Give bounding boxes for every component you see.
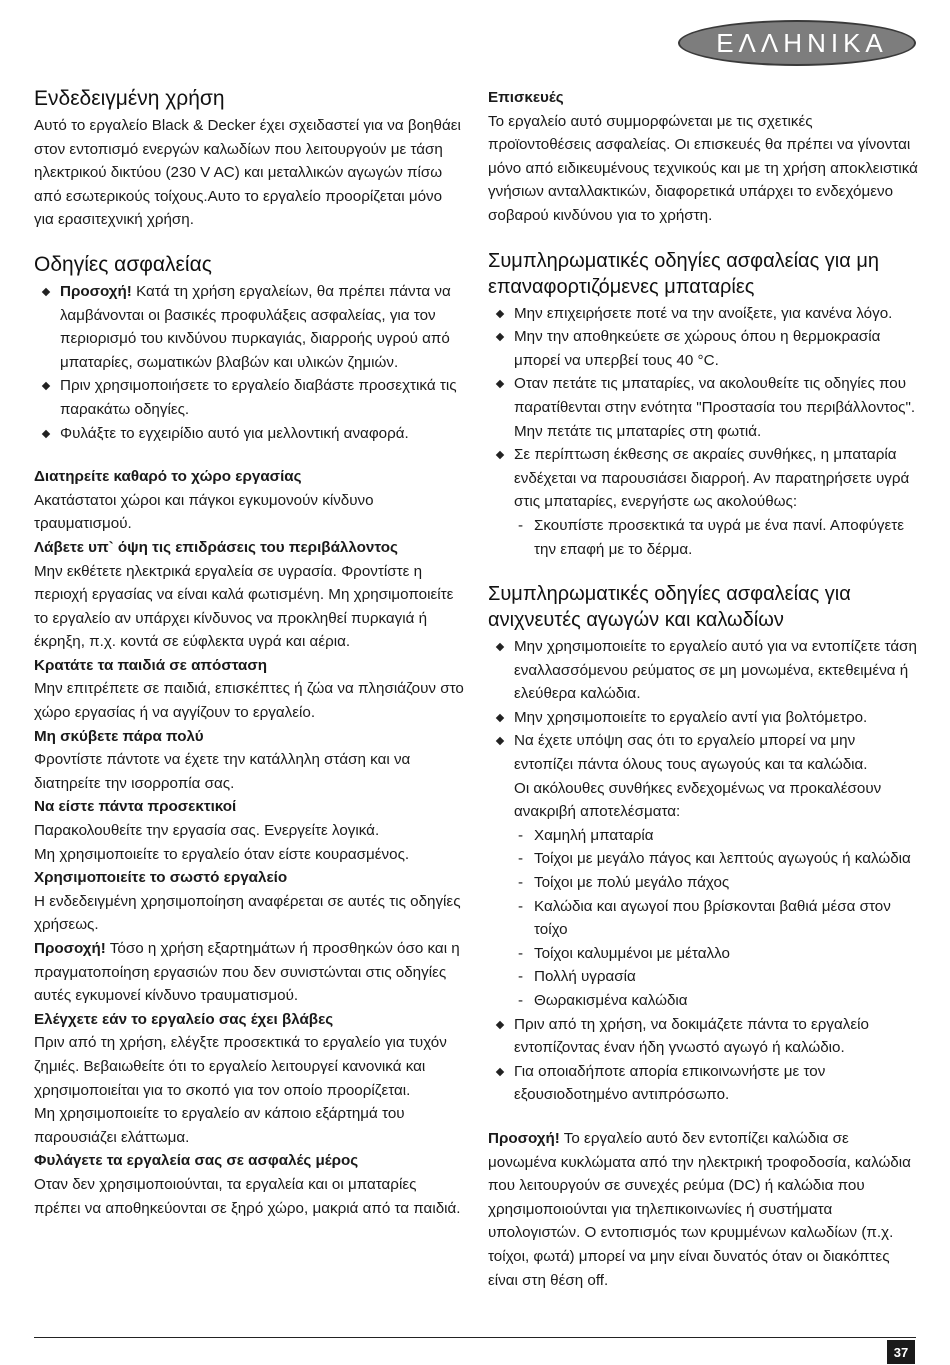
battery-list: [488, 302, 918, 562]
warning-label: Προσοχή!: [60, 282, 132, 300]
section-subheading: Φυλάγετε τα εργαλεία σας σε ασφαλές μέρος: [34, 1152, 359, 1170]
section-subheading: Να είστε πάντα προσεκτικοί: [34, 798, 237, 816]
safety-heading: Οδηγίες ασφαλείας: [34, 252, 212, 276]
footer-divider: [34, 1337, 916, 1338]
language-tab: ΕΛΛΗΝΙΚΑ: [678, 20, 916, 66]
intended-use-text: Αυτό το εργαλείο Black & Decker έχει σχειδαστεί για να βοηθάει στον εντοπισμό ενεργών καλωδίων που λειτουργούν με τάση ηλεκτρικού δικτύου (230 V AC) και μεταλλικών αγωγών πίσω από εσωτερικούς τοίχους.Αυτο το εργαλείο προορίζεται μόνο για ερασιτεχνική χρήση.: [34, 117, 461, 229]
warning-text: Το εργαλείο αυτό δεν εντοπίζει καλώδια σε μονωμένα κυκλώματα από την ηλεκτρική τροφοδοσία, καλώδια που λειτουργούν σε συνεχές ρεύμα (DC) ή καλώδια που χρησιμοποιούνται για τηλεπικοινωνίες ή συστήματα υπολογιστών. Ο εντοπισμός των κρυμμένων καλωδίων (π.χ. τοίχοι, φωτά) μπορεί να μην είναι δυνατός όταν οι διακόπτες είναι στη θέση off.: [488, 1129, 911, 1289]
right-column: [488, 86, 918, 1292]
section-subheading: Διατηρείτε καθαρό το χώρο εργασίας: [34, 468, 302, 486]
list-item: Για οποιαδήποτε απορία επικοινωνήστε με τον εξουσιοδοτημένο αντιπρόσωπο.: [488, 1060, 918, 1107]
section-text: [34, 937, 466, 1008]
section-subheading: Χρησιμοποιείτε το σωστό εργαλείο: [34, 869, 288, 887]
dash-item: - Καλώδια και αγωγοί που βρίσκονται βαθιά μέσα στον τοίχο: [488, 895, 918, 942]
section-subheading: Λάβετε υπ` όψη τις επιδράσεις του περιβάλλοντος: [34, 538, 398, 556]
section-text: Φροντίστε πάντοτε να έχετε την κατάλληλη στάση και να διατηρείτε την ισορροπία σας.: [34, 751, 411, 792]
warning-paragraph: [488, 1127, 918, 1292]
section-text: Μην εκθέτετε ηλεκτρικά εργαλεία σε υγρασία. Φροντίστε η περιοχή εργασίας να είναι καλά φωτισμένη. Μη χρησιμοποιείτε το εργαλείο αν υπάρχει κίνδυνος να προκληθεί πυρκαγιά ή έκρηξη, π.χ. κοντά σε εύφλεκτα υγρά και αέρια.: [34, 562, 454, 651]
dash-item: - Τοίχοι καλυμμένοι με μέταλλο: [488, 942, 918, 966]
dash-item: - Πολλή υγρασία: [488, 965, 918, 989]
dash-item: - Τοίχοι με μεγάλο πάγος και λεπτούς αγωγούς ή καλώδια: [488, 847, 918, 871]
dash-item: - Θωρακισμένα καλώδια: [488, 989, 918, 1013]
left-column: [34, 86, 466, 1220]
section-text: Η ενδεδειγμένη χρησιμοποίηση αναφέρεται σε αυτές τις οδηγίες χρήσεως.: [34, 892, 461, 934]
dash-item: - Τοίχοι με πολύ μεγάλο πάχος: [488, 871, 918, 895]
list-item: Φυλάξτε το εγχειρίδιο αυτό για μελλοντική αναφορά.: [34, 422, 466, 446]
list-item: Να έχετε υπόψη σας ότι το εργαλείο μπορεί να μην εντοπίζει πάντα όλους τους αγωγούς και τα καλώδια.: [488, 729, 918, 776]
list-item: [34, 280, 466, 374]
list-item: Μην χρησιμοποιείτε το εργαλείο αυτό για να εντοπίζετε τάση εναλλασσόμενου ρεύματος σε μη μονωμένα, εκτεθειμένα ή ελεύθερα καλώδια.: [488, 635, 918, 706]
list-item: Μην την αποθηκεύετε σε χώρους όπου η θερμοκρασία μπορεί να υπερβεί τους 40 °C.: [488, 325, 918, 372]
section-text: Ακατάστατοι χώροι και πάγκοι εγκυμονούν κίνδυνο τραυματισμού.: [34, 491, 374, 533]
list-item: Πριν από τη χρήση, να δοκιμάζετε πάντα το εργαλείο εντοπίζοντας έναν ήδη γνωστό αγωγό ή καλώδιο.: [488, 1013, 918, 1060]
list-subtext: Οι ακόλουθες συνθήκες ενδεχομένως να προκαλέσουν ανακριβή αποτελέσματα:: [514, 779, 882, 821]
detectors-list: [488, 635, 918, 1107]
dash-item: - Σκουπίστε προσεκτικά τα υγρά με ένα πανί. Αποφύγετε την επαφή με το δέρμα.: [488, 514, 918, 561]
repairs-heading: Επισκευές: [488, 89, 564, 106]
intended-use-heading: Ενδεδειγμένη χρήση: [34, 87, 225, 110]
warning-label: Προσοχή!: [34, 940, 106, 957]
battery-heading: Συμπληρωματικές οδηγίες ασφαλείας για μη επαναφορτιζόμενες μπαταρίες: [488, 249, 879, 298]
list-item: Σε περίπτωση έκθεσης σε ακραίες συνθήκες, η μπαταρία ενδέχεται να παρουσιάσει διαρροή. Αν παρατηρήσετε υγρά στις μπαταρίες, ενεργήστε ως ακολούθως:: [488, 443, 918, 514]
list-item: Μην επιχειρήσετε ποτέ να την ανοίξετε, για κανένα λόγο.: [488, 302, 918, 326]
page-number: 37: [887, 1340, 915, 1364]
section-subheading: Κρατάτε τα παιδιά σε απόσταση: [34, 656, 268, 674]
list-item-text: Κατά τη χρήση εργαλείων, θα πρέπει πάντα να λαμβάνονται οι βασικές προφυλάξεις ασφαλείας, για τον περιορισμό του κινδύνου πυρκαγιάς, διαρροής υγρού από μπαταρίες, σωματικών βλαβών και υλικών ζημιών.: [60, 282, 451, 371]
section-text: Μη χρησιμοποιείτε το εργαλείο αν κάποιο εξάρτημά του παρουσιάζει ελάττωμα.: [34, 1105, 405, 1146]
dash-item: - Χαμηλή μπαταρία: [488, 824, 918, 848]
list-item: Μην χρησιμοποιείτε το εργαλείο αντί για βολτόμετρο.: [488, 706, 918, 730]
safety-list: [34, 280, 466, 445]
section-text: Οταν δεν χρησιμοποιούνται, τα εργαλεία και οι μπαταρίες πρέπει να αποθηκεύονται σε ξηρό χώρο, μακριά από τα παιδιά.: [34, 1175, 461, 1217]
section-text: Μη χρησιμοποιείτε το εργαλείο όταν είστε κουρασμένος.: [34, 845, 410, 863]
warning-label: Προσοχή!: [488, 1129, 560, 1147]
list-item: Πριν χρησιμοποιήσετε το εργαλείο διαβάστε προσεχτικά τις παρακάτω οδηγίες.: [34, 374, 466, 421]
section-text: Μην επιτρέπετε σε παιδιά, επισκέπτες ή ζώα να πλησιάζουν στο χώρο εργασίας ή να αγγίζουν το εργαλείο.: [34, 680, 464, 722]
list-item: Οταν πετάτε τις μπαταρίες, να ακολουθείτε τις οδηγίες που παρατίθενται στην ενότητα "Προστασία του περιβάλλοντος". Μην πετάτε τις μπαταρίες στη φωτιά.: [488, 372, 918, 443]
section-text: Παρακολουθείτε την εργασία σας. Ενεργείτε λογικά.: [34, 822, 380, 840]
section-subheading: Ελέγχετε εάν το εργαλείο σας έχει βλάβες: [34, 1010, 334, 1028]
warning-text: Τόσο η χρήση εξαρτημάτων ή προσθηκών όσο και η πραγματοποίηση εργασιών που δεν συνιστώνται στις οδηγίες αυτές εγκυμονεί κίνδυνο τραυματισμού.: [34, 940, 460, 1005]
section-subheading: Μη σκύβετε πάρα πολύ: [34, 727, 204, 745]
detectors-heading: Συμπληρωματικές οδηγίες ασφαλείας για ανιχνευτές αγωγών και καλωδίων: [488, 583, 851, 632]
section-text: Πριν από τη χρήση, ελέγξτε προσεκτικά το εργαλείο για τυχόν ζημιές. Βεβαιωθείτε ότι το εργαλείο λειτουργεί κανονικά και χρησιμοποιείται για το σκοπό για τον οποίο προορίζεται.: [34, 1034, 447, 1099]
repairs-text: Το εργαλείο αυτό συμμορφώνεται με τις σχετικές προϊοντοθέσεις ασφαλείας. Οι επισκευές θα πρέπει να γίνονται μόνο από ειδικευμένους τεχνικούς και με τη χρήση αποκλειστικά γνήσιων ανταλλακτικών, διαφορετικά υπάρχει το ενδεχόμενο σοβαρού κινδύνου για το χρήστη.: [488, 112, 918, 224]
